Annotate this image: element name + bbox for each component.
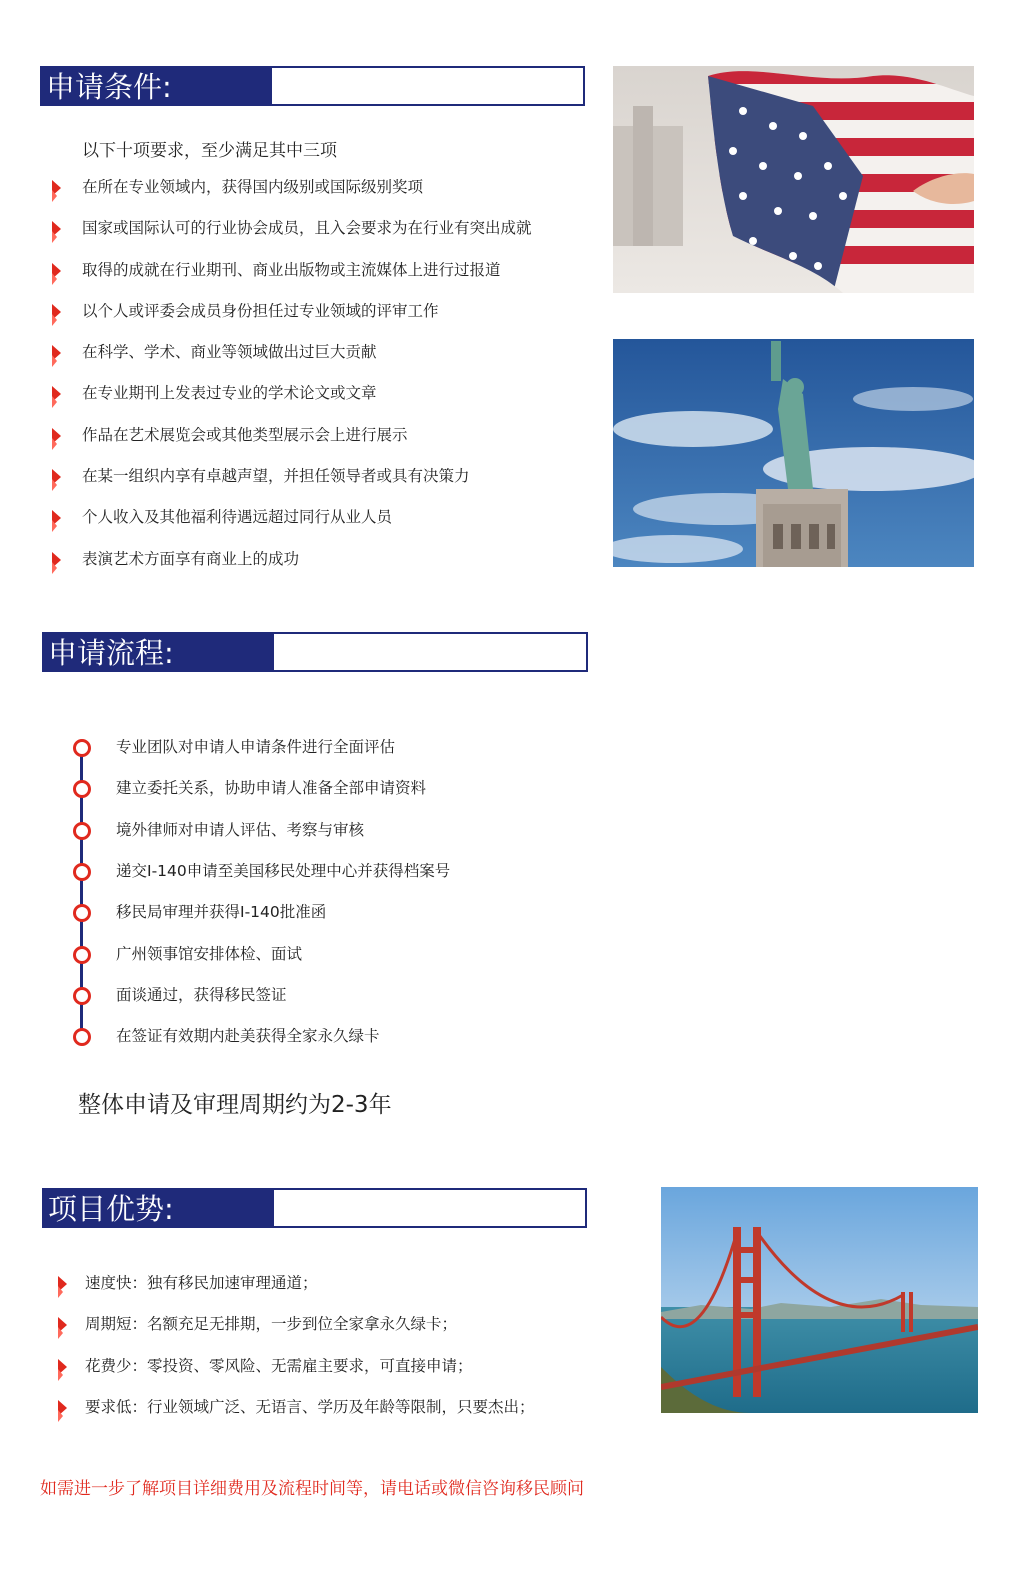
list-item: 在所在专业领域内，获得国内级别或国际级别奖项	[52, 176, 532, 217]
list-item: 速度快：独有移民加速审理通道；	[58, 1272, 535, 1313]
bullet-triangle-icon	[52, 180, 61, 196]
bullet-triangle-icon	[52, 345, 61, 361]
bullet-triangle-icon	[58, 1276, 67, 1292]
list-item: 作品在艺术展览会或其他类型展示会上进行展示	[52, 424, 532, 465]
process-header	[42, 632, 588, 672]
conditions-header	[40, 66, 585, 106]
bullet-triangle-icon	[58, 1359, 67, 1375]
list-item: 要求低：行业领域广泛、无语言、学历及年龄等限制，只要杰出；	[58, 1396, 535, 1437]
timeline-dot-icon	[73, 904, 91, 922]
list-item: 在某一组织内享有卓越声望，并担任领导者或具有决策力	[52, 465, 532, 506]
bullet-triangle-icon	[52, 552, 61, 568]
process-timeline: 专业团队对申请人申请条件进行全面评估 建立委托关系，协助申请人准备全部申请资料 境外律师对申请人评估、考察与审核 递交I-140申请至美国移民处理中心并获得档案号 移民局审理并获得I-140批准函 广州领事馆安排体检、面试 面谈通过，获得移民签证 在签证有效期内赴美获得全家永久绿卡	[72, 736, 592, 1056]
list-item: 表演艺术方面享有商业上的成功	[52, 548, 532, 589]
process-title: 申请流程:	[44, 634, 274, 670]
bullet-triangle-icon	[52, 221, 61, 237]
list-item: 在专业期刊上发表过专业的学术论文或文章	[52, 382, 532, 423]
statue-of-liberty-photo	[613, 339, 974, 567]
conditions-title: 申请条件:	[42, 68, 272, 104]
american-flag-photo	[613, 66, 974, 293]
list-item: 个人收入及其他福利待遇远超过同行从业人员	[52, 506, 532, 547]
bullet-triangle-icon	[52, 386, 61, 402]
golden-gate-bridge-photo	[661, 1187, 978, 1413]
conditions-list	[52, 176, 532, 589]
advantages-list	[58, 1272, 535, 1437]
list-item: 在科学、学术、商业等领域做出过巨大贡献	[52, 341, 532, 382]
timeline-dot-icon	[73, 1028, 91, 1046]
advantages-title: 项目优势:	[44, 1190, 274, 1226]
timeline-dot-icon	[73, 780, 91, 798]
list-item: 取得的成就在行业期刊、商业出版物或主流媒体上进行过报道	[52, 259, 532, 300]
footer-contact-note: 如需进一步了解项目详细费用及流程时间等，请电话或微信咨询移民顾问	[40, 1479, 584, 1499]
timeline-dot-icon	[73, 946, 91, 964]
timeline-dot-icon	[73, 863, 91, 881]
bullet-triangle-icon	[58, 1317, 67, 1333]
bullet-triangle-icon	[52, 469, 61, 485]
process-summary: 整体申请及审理周期约为2-3年	[78, 1092, 392, 1118]
list-item: 周期短：名额充足无排期，一步到位全家拿永久绿卡；	[58, 1313, 535, 1354]
timeline-dot-icon	[73, 822, 91, 840]
list-item: 花费少：零投资、零风险、无需雇主要求，可直接申请；	[58, 1355, 535, 1396]
advantages-header	[42, 1188, 587, 1228]
bullet-triangle-icon	[52, 263, 61, 279]
timeline-dot-icon	[73, 739, 91, 757]
list-item: 以个人或评委会成员身份担任过专业领域的评审工作	[52, 300, 532, 341]
bullet-triangle-icon	[58, 1400, 67, 1416]
timeline-dot-icon	[73, 987, 91, 1005]
bullet-triangle-icon	[52, 428, 61, 444]
bullet-triangle-icon	[52, 304, 61, 320]
bullet-triangle-icon	[52, 510, 61, 526]
list-item: 国家或国际认可的行业协会成员，且入会要求为在行业有突出成就	[52, 217, 532, 258]
conditions-intro: 以下十项要求，至少满足其中三项	[82, 141, 337, 161]
